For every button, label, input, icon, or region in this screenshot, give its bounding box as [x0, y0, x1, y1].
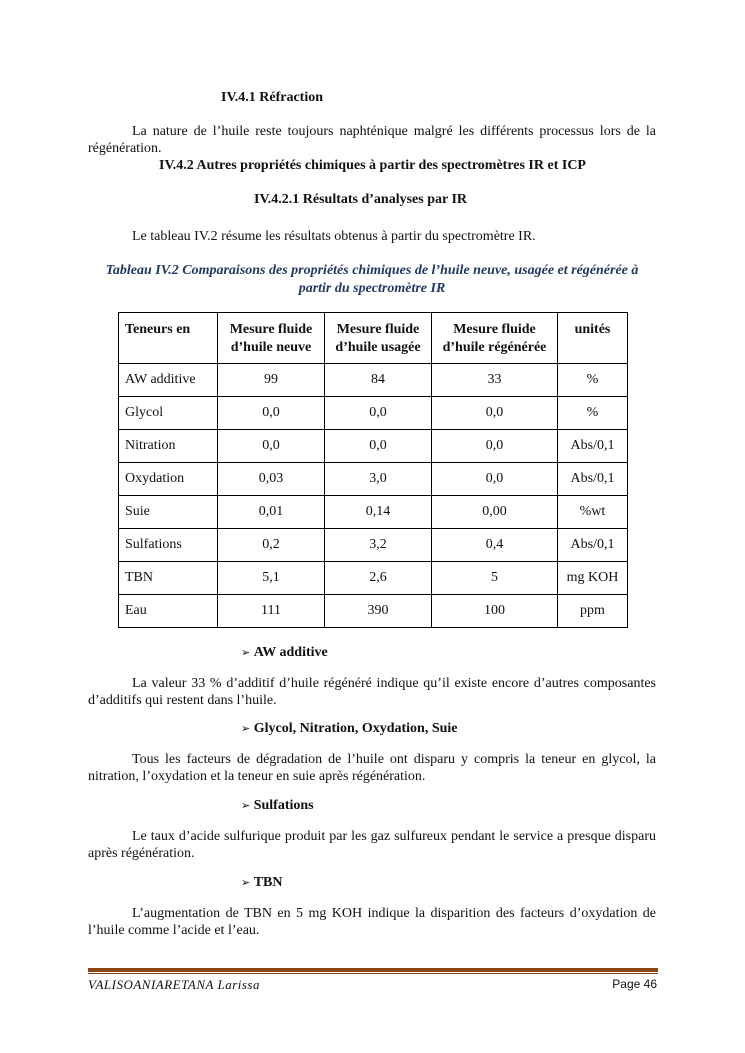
ir-results-table: [118, 312, 628, 628]
table-row: [119, 397, 628, 430]
table-cell: 33: [432, 364, 558, 397]
bullet-heading: [241, 798, 314, 814]
footer-author: VALISOANIARETANA Larissa: [88, 977, 260, 992]
table-cell: ppm: [558, 595, 628, 628]
table-cell: Eau: [119, 595, 218, 628]
bullet-title: Sulfations: [253, 798, 314, 813]
table-cell: 5,1: [218, 562, 325, 595]
arrow-bullet-icon: ➢: [241, 876, 254, 889]
table-cell: AW additive: [119, 364, 218, 397]
table-cell: 0,0: [218, 430, 325, 463]
arrow-bullet-icon: ➢: [241, 722, 254, 735]
table-cell: %: [558, 364, 628, 397]
table-cell: Abs/0,1: [558, 430, 628, 463]
heading-other-properties: IV.4.2 Autres propriétés chimiques à partir des spectromètres IR et ICP: [159, 158, 586, 173]
header-cell: Mesure fluide d’huile régénérée: [432, 313, 558, 364]
table-row: [119, 364, 628, 397]
bullet-heading: [241, 645, 328, 661]
table-cell: 0,03: [218, 463, 325, 496]
page-number: Page 46: [612, 977, 657, 991]
table-cell: 3,0: [325, 463, 432, 496]
table-row: [119, 595, 628, 628]
table-cell: 84: [325, 364, 432, 397]
table-cell: 2,6: [325, 562, 432, 595]
table-cell: 5: [432, 562, 558, 595]
bullet-paragraph: Le taux d’acide sulfurique produit par les gaz sulfureux pendant le service a presque disparu après régénération.: [88, 829, 656, 861]
table-cell: %: [558, 397, 628, 430]
table-caption: Tableau IV.2 Comparaisons des propriétés chimiques de l’huile neuve, usagée et régénérée à partir du spectromètre IR: [105, 263, 639, 296]
arrow-bullet-icon: ➢: [241, 646, 254, 659]
table-cell: Glycol: [119, 397, 218, 430]
table-row: [119, 463, 628, 496]
table-cell: 100: [432, 595, 558, 628]
table-cell: 0,0: [218, 397, 325, 430]
table-cell: TBN: [119, 562, 218, 595]
table-cell: 0,0: [432, 463, 558, 496]
table-cell: 0,14: [325, 496, 432, 529]
table-cell: Sulfations: [119, 529, 218, 562]
bullet-title: AW additive: [253, 645, 328, 660]
footer-rule-thin: [88, 973, 658, 974]
table-cell: Suie: [119, 496, 218, 529]
header-cell: Mesure fluide d’huile neuve: [218, 313, 325, 364]
header-cell: Mesure fluide d’huile usagée: [325, 313, 432, 364]
table-cell: 0,01: [218, 496, 325, 529]
table-cell: 0,0: [325, 397, 432, 430]
table-row: [119, 529, 628, 562]
table-row: [119, 562, 628, 595]
table-cell: Nitration: [119, 430, 218, 463]
table-cell: 390: [325, 595, 432, 628]
table-header-row: [119, 313, 628, 364]
table-cell: 99: [218, 364, 325, 397]
table-cell: 0,2: [218, 529, 325, 562]
table-cell: Abs/0,1: [558, 463, 628, 496]
table-cell: 0,4: [432, 529, 558, 562]
table-cell: 0,0: [432, 397, 558, 430]
table-cell: 0,0: [325, 430, 432, 463]
header-cell: Teneurs en: [119, 313, 218, 364]
table-cell: 0,0: [432, 430, 558, 463]
bullet-paragraph: Tous les facteurs de dégradation de l’huile ont disparu y compris la teneur en glycol, la nitration, l’oxydation et la teneur en suie après régénération.: [88, 752, 656, 784]
table-row: [119, 430, 628, 463]
heading-ir-results: IV.4.2.1 Résultats d’analyses par IR: [254, 192, 468, 207]
paragraph-refraction: La nature de l’huile reste toujours naphténique malgré les différents processus lors de la régénération.: [88, 124, 656, 156]
heading-refraction: IV.4.1 Réfraction: [221, 90, 324, 105]
table-cell: 3,2: [325, 529, 432, 562]
arrow-bullet-icon: ➢: [241, 799, 254, 812]
table-cell: Oxydation: [119, 463, 218, 496]
header-cell: unités: [558, 313, 628, 364]
bullet-paragraph: L’augmentation de TBN en 5 mg KOH indique la disparition des facteurs d’oxydation de l’huile comme l’acide et l’eau.: [88, 906, 656, 938]
paragraph-ir: Le tableau IV.2 résume les résultats obtenus à partir du spectromètre IR.: [132, 229, 536, 244]
bullet-paragraph: La valeur 33 % d’additif d’huile régénéré indique qu’il existe encore d’autres composantes d’additifs qui restent dans l’huile.: [88, 676, 656, 708]
table-cell: 111: [218, 595, 325, 628]
bullet-heading: [241, 721, 458, 737]
bullet-title: TBN: [253, 875, 283, 890]
bullet-heading: [241, 875, 283, 891]
table-cell: Abs/0,1: [558, 529, 628, 562]
footer-rule: [88, 968, 658, 972]
bullet-title: Glycol, Nitration, Oxydation, Suie: [253, 721, 458, 736]
table-cell: mg KOH: [558, 562, 628, 595]
table-cell: 0,00: [432, 496, 558, 529]
table-cell: %wt: [558, 496, 628, 529]
table-row: [119, 496, 628, 529]
